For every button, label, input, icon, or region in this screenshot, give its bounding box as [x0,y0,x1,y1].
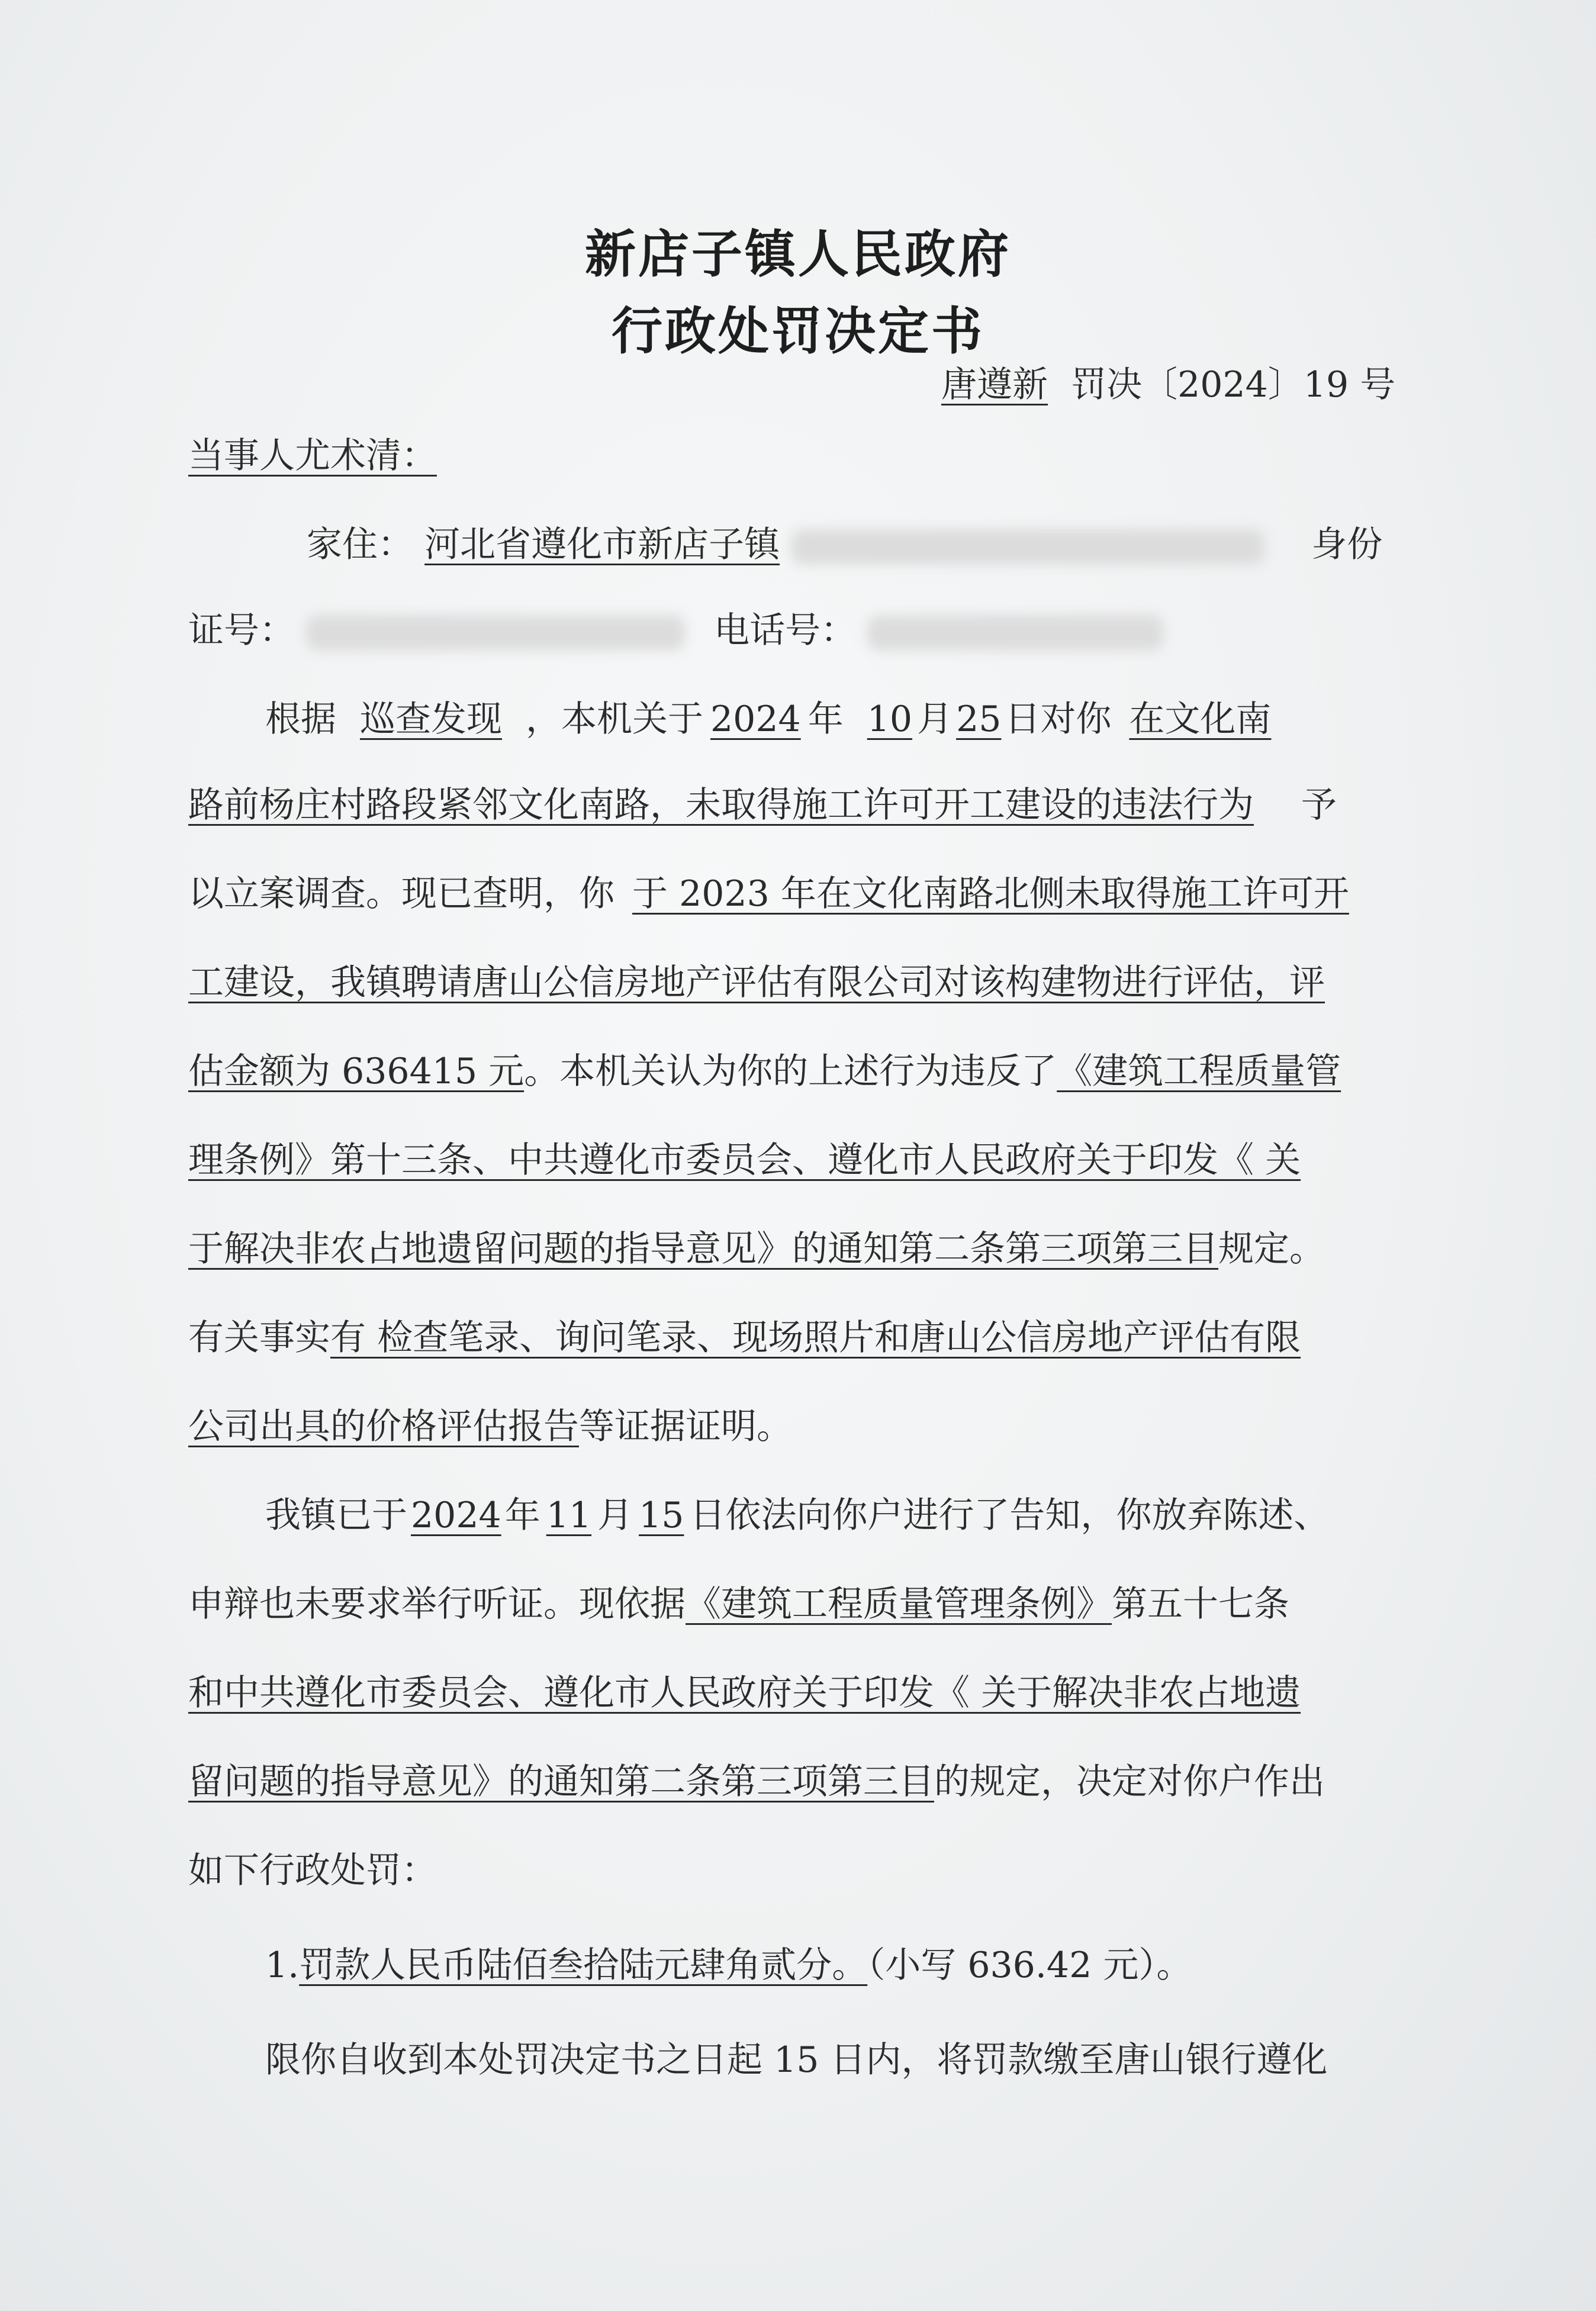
text: 予 [1301,784,1337,826]
p1-line-4: 工建设，我镇聘请唐山公信房地产评估有限公司对该构建物进行评估，评 [188,962,1325,1003]
p1-line-9 [188,1403,792,1450]
text: 日对你 [1005,699,1112,740]
violation-location: 在文化南 [1129,699,1272,740]
case-day: 25 [956,699,1002,740]
p1-line-6: 理条例》第十三条、中共遵化市委员会、遵化市人民政府关于印发《 关 [188,1140,1301,1181]
id-label: 证号： [188,610,295,651]
text: 的规定，决定对你户作出 [934,1761,1325,1803]
document-number-suffix: 罚决〔2024〕19 号 [1071,364,1396,405]
text: 月 [917,699,953,740]
text: 有关事实 [188,1317,330,1359]
p1-line-7 [188,1225,1325,1273]
p2-line-3: 和中共遵化市委员会、遵化市人民政府关于印发《 关于解决非农占地遗 [188,1672,1301,1714]
document-number [906,361,1395,408]
redacted-address [791,529,1264,565]
party-name: 当事人尤术清： [188,435,437,477]
assessed-amount: 估金额为 636415 元 [188,1051,525,1092]
text: 我镇已于 [265,1495,407,1536]
phone-label: 电话号： [714,610,857,651]
case-source: 巡查发现 [360,699,502,740]
notice-year: 2024 [411,1495,501,1536]
fine-amount-words: 罚款人民币陆佰叁拾陆元肆角贰分。 [299,1945,868,1986]
fine-amount-figures: （小写 636.42 元）。 [867,1945,1192,1986]
party-id-phone [188,607,1163,654]
address-label: 家住： [307,524,413,565]
text: 等证据证明。 [579,1406,792,1447]
penalty-item-1 [265,1942,1192,1989]
redacted-id [306,615,685,651]
p1-line-5 [188,1048,1341,1095]
penalty-basis: 《建筑工程质量管理条例》 [686,1583,1112,1625]
notice-day: 15 [639,1495,684,1536]
p1-line-3 [188,870,1349,918]
address-value: 河北省遵化市新店子镇 [424,524,780,565]
text: 年 [807,699,844,740]
text: 第五十七条 [1112,1583,1289,1625]
evidence-list: 有 检查笔录、询问笔录、现场照片和唐山公信房地产评估有限 [330,1317,1301,1359]
item-number: 1. [265,1945,300,1986]
text: 月 [597,1495,633,1536]
text: 以立案调查。现已查明，你 [188,873,614,915]
text: 年 [504,1495,540,1536]
p2-line-4 [188,1758,1325,1805]
p2-line-5: 如下行政处罚： [188,1850,437,1891]
violation-description: 路前杨庄村路段紧邻文化南路，未取得施工许可开工建设的违法行为 [188,784,1254,826]
case-month: 10 [867,699,913,740]
legal-basis-cont: 于解决非农占地遗留问题的指导意见》的通知第二条第三项第三目 [188,1228,1218,1270]
findings: 于 2023 年在文化南路北侧未取得施工许可开 [632,873,1349,915]
text: 申辩也未要求举行听证。现依据 [188,1583,686,1625]
case-year: 2024 [710,699,801,740]
redacted-phone [867,615,1163,651]
p2-line-1 [265,1492,1329,1539]
document-number-prefix: 唐遵新 [941,364,1048,405]
notice-month: 11 [546,1495,592,1536]
document-issuer-title: 新店子镇人民政府 [585,224,1011,284]
penalty-basis-cont: 留问题的指导意见》的通知第二条第三项第三目 [188,1761,934,1803]
address-tail: 身份 [1311,524,1383,565]
text: 日依法向你户进行了告知，你放弃陈述、 [690,1495,1330,1536]
p1-line-1 [265,696,1271,743]
text: 规定。 [1218,1228,1325,1270]
p1-line-2 [188,781,1337,829]
p2-line-2 [188,1581,1289,1628]
payment-deadline-line: 限你自收到本处罚决定书之日起 15 日内，将罚款缴至唐山银行遵化 [265,2039,1328,2081]
text: ，本机关于 [526,699,703,740]
p1-line-8 [188,1314,1301,1362]
document-type-title: 行政处罚决定书 [612,301,984,361]
text: 。本机关认为你的上述行为违反了 [524,1051,1057,1092]
text: 根据 [265,699,336,740]
legal-basis: 《建筑工程质量管 [1057,1051,1341,1092]
party-address [307,521,1382,568]
evidence-list-cont: 公司出具的价格评估报告 [188,1406,579,1447]
